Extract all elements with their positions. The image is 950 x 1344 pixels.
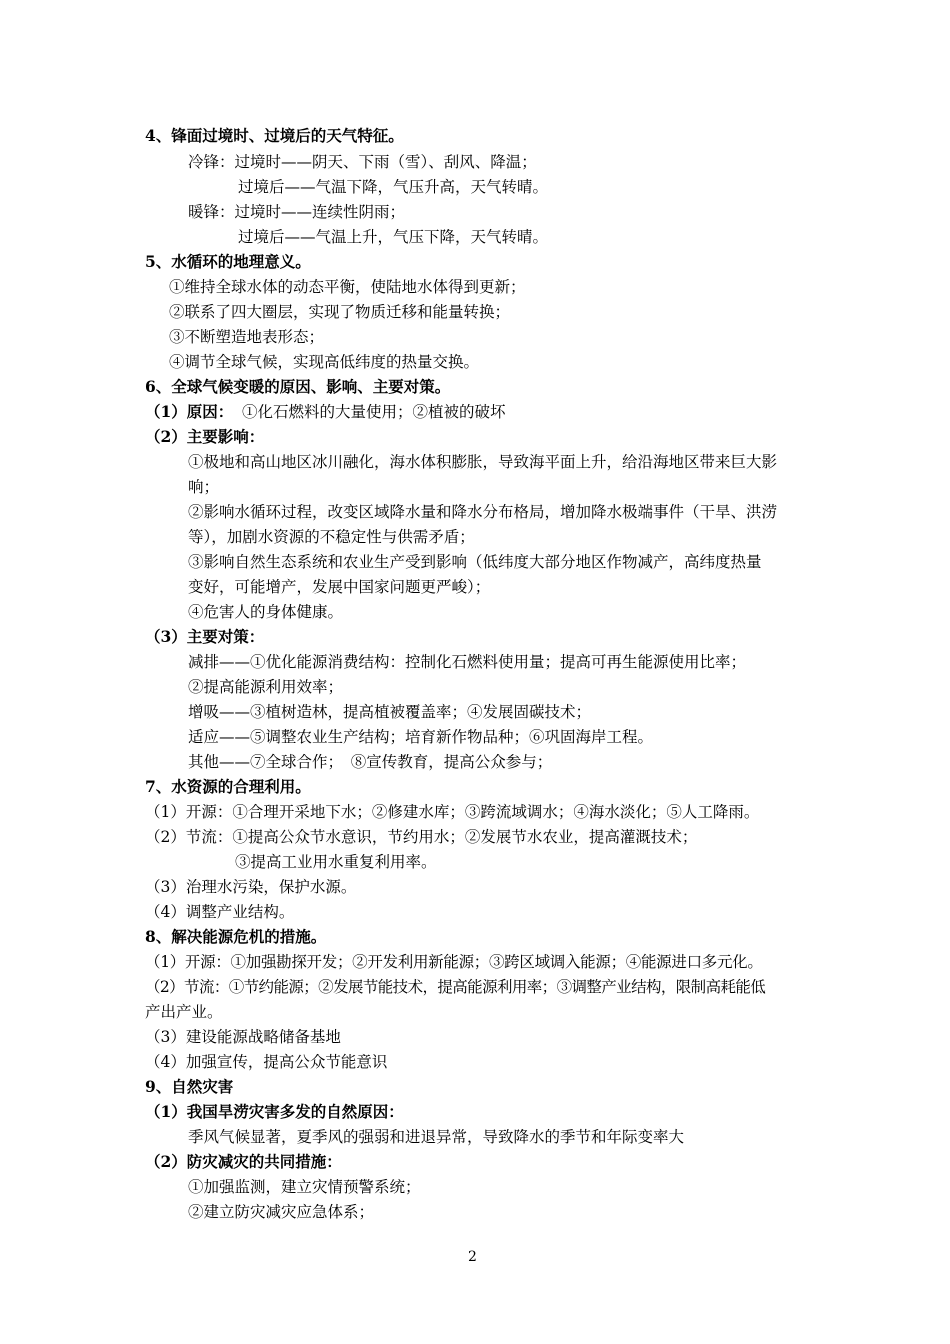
text-line: ②提高能源利用效率； [188,678,344,696]
text-line: ①化石燃料的大量使用；②植被的破坏 [242,403,506,421]
text-line: ④危害人的身体健康。 [188,603,344,621]
text-line: ③不断塑造地表形态； [169,328,325,346]
subheading: （3）主要对策： [145,627,265,646]
text-line: 等），加剧水资源的不稳定性与供需矛盾； [188,528,475,546]
subheading: （1）我国旱涝灾害多发的自然原因： [145,1102,404,1121]
text-line: 响； [188,478,220,496]
text-line: ②建立防灾减灾应急体系； [188,1203,375,1221]
text-line: ④调节全球气候，实现高低纬度的热量交换。 [169,353,480,371]
text-line: 其他——⑦全球合作； ⑧宣传教育，提高公众参与； [188,753,553,771]
text-line: （3）治理水污染，保护水源。 [145,878,357,896]
text-line: （4）加强宣传，提高公众节能意识 [145,1053,388,1071]
heading-7: 7、水资源的合理利用。 [145,777,311,796]
text-line: 过境后——气温下降，气压升高，天气转晴。 [238,178,549,196]
text-line: ②影响水循环过程，改变区域降水量和降水分布格局，增加降水极端事件（干旱、洪涝 [188,503,778,521]
page-number: 2 [468,1249,477,1265]
heading-4: 4、锋面过境时、过境后的天气特征。 [145,126,404,145]
subheading: （1）原因： [145,402,234,421]
text-line: ③影响自然生态系统和农业生产受到影响（低纬度大部分地区作物减产，高纬度热量 [188,553,762,571]
text-line: （2）节流：①提高公众节水意识，节约用水；②发展节水农业，提高灌溉技术； [145,828,698,846]
text-line: 季风气候显著，夏季风的强弱和进退异常，导致降水的季节和年际变率大 [188,1128,685,1146]
text-line: ①极地和高山地区冰川融化，海水体积膨胀，导致海平面上升，给沿海地区带来巨大影 [188,453,778,471]
text-line: 冷锋：过境时——阴天、下雨（雪）、刮风、降温； [188,153,537,171]
text-line: 过境后——气温上升，气压下降，天气转晴。 [238,228,549,246]
text-line: 产出产业。 [145,1003,223,1021]
text-line: ①加强监测，建立灾情预警系统； [188,1178,421,1196]
text-line: （2）节流：①节约能源；②发展节能技术，提高能源利用率；③调整产业结构，限制高耗能低 [145,978,766,996]
subheading: （2）防灾减灾的共同措施： [145,1152,342,1171]
heading-5: 5、水循环的地理意义。 [145,252,311,271]
text-line: （4）调整产业结构。 [145,903,295,921]
heading-9: 9、自然灾害 [145,1077,234,1096]
subheading: （2）主要影响： [145,427,265,446]
heading-8: 8、解决能源危机的措施。 [145,927,327,946]
text-line: （1）开源：①加强勘探开发；②开发利用新能源；③跨区域调入能源；④能源进口多元化。 [145,953,763,971]
text-line: 暖锋：过境时——连续性阴雨； [188,203,406,221]
text-line: （1）开源：①合理开采地下水；②修建水库；③跨流域调水；④海水淡化；⑤人工降雨。 [145,803,760,821]
text-line: （3）建设能源战略储备基地 [145,1028,341,1046]
text-line: 增吸——③植树造林，提高植被覆盖率；④发展固碳技术； [188,703,592,721]
text-line: 变好，可能增产，发展中国家问题更严峻）； [188,578,491,596]
text-line: ②联系了四大圈层，实现了物质迁移和能量转换； [169,303,511,321]
text-line: ③提高工业用水重复利用率。 [235,853,437,871]
text-line: 适应——⑤调整农业生产结构；培育新作物品种；⑥巩固海岸工程。 [188,728,654,746]
heading-6: 6、全球气候变暖的原因、影响、主要对策。 [145,377,451,396]
text-line: 减排——①优化能源消费结构：控制化石燃料使用量；提高可再生能源使用比率； [188,653,747,671]
text-line: ①维持全球水体的动态平衡，使陆地水体得到更新； [169,278,526,296]
